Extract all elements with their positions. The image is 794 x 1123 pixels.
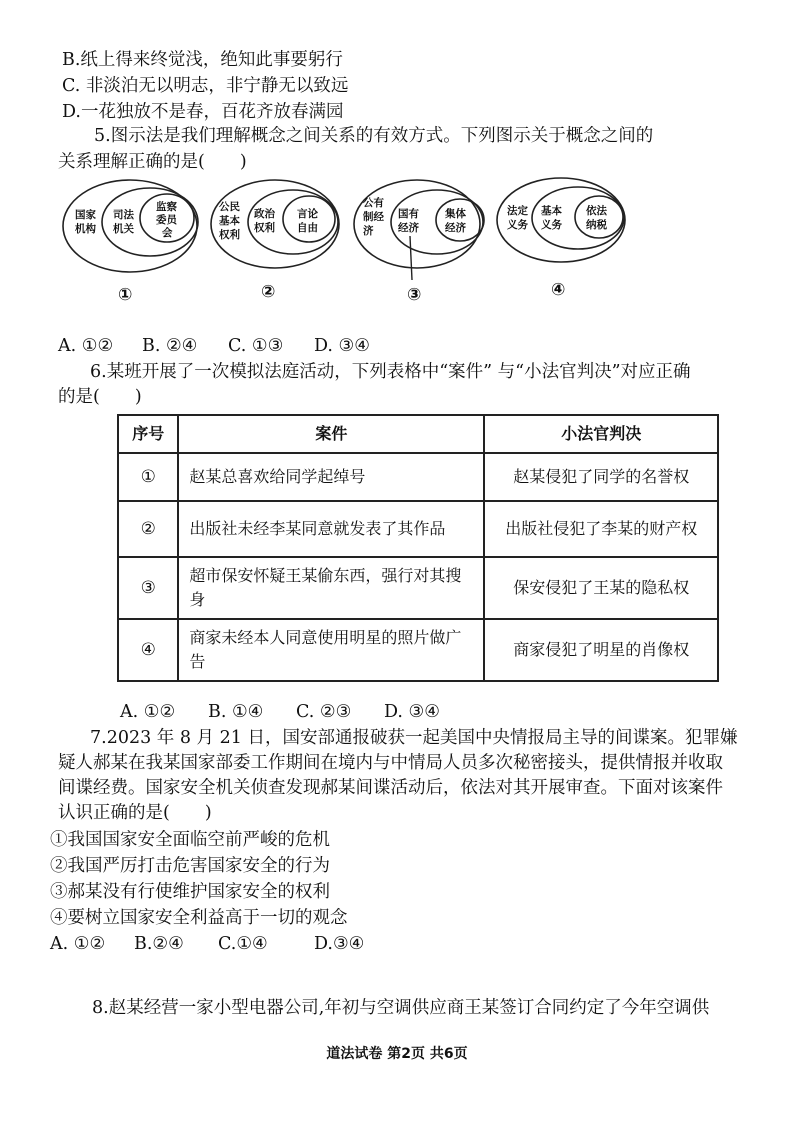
d4-inner-label: 依法纳税	[586, 205, 607, 231]
d4-middle-label: 基本义务	[541, 205, 562, 231]
d3-inner-label: 集体经济	[445, 208, 466, 234]
q7-stem-line4: 认识正确的是( )	[58, 803, 212, 823]
q7-statement-2: ②我国严厉打击危害国家安全的行为	[50, 856, 330, 876]
q4-option-d: D.一花独放不是春，百花齐放春满园	[62, 102, 344, 122]
row-case: 出版社未经李某同意就发表了其作品	[178, 501, 484, 557]
q6-stem-line1: 6.某班开展了一次模拟法庭活动，下列表格中“案件” 与“小法官判决”对应正确	[90, 362, 691, 382]
q6-stem-line2: 的是( )	[58, 387, 142, 407]
q7-stem-line2: 疑人郝某在我某国家部委工作期间在境内与中情局人员多次秘密接头，提供情报并收取	[58, 753, 723, 773]
case-table	[117, 414, 719, 682]
d2-inner-label: 言论自由	[297, 208, 318, 234]
q7-option-a: A. ①②	[50, 934, 106, 954]
q7-option-b: B.②④	[134, 934, 184, 954]
row-case: 商家未经本人同意使用明星的照片做广告	[178, 619, 484, 681]
row-number: ③	[118, 557, 178, 619]
header-number: 序号	[118, 415, 178, 453]
table-row	[118, 557, 718, 619]
q5-stem-line2: 关系理解正确的是( )	[58, 152, 247, 172]
q6-option-a: A. ①②	[120, 702, 176, 722]
q7-option-d: D.③④	[314, 934, 365, 954]
row-verdict: 出版社侵犯了李某的财产权	[484, 501, 718, 557]
row-number: ①	[118, 453, 178, 501]
header-case: 案件	[178, 415, 484, 453]
d2-number: ②	[261, 282, 276, 302]
table-row	[118, 453, 718, 501]
header-verdict: 小法官判决	[484, 415, 718, 453]
d4-outer-label: 法定义务	[507, 205, 528, 231]
q6-options	[120, 700, 440, 724]
page-footer: 道法试卷 第2页 共6页	[326, 1046, 468, 1062]
q5-stem-line1: 5.图示法是我们理解概念之间关系的有效方式。下列图示关于概念之间的	[94, 126, 654, 146]
row-case: 超市保安怀疑王某偷东西，强行对其搜身	[178, 557, 484, 619]
row-number: ④	[118, 619, 178, 681]
diagram-3	[354, 180, 484, 305]
q6-option-d: D. ③④	[384, 702, 440, 722]
d3-middle-label: 国有经济	[398, 208, 419, 234]
q7-options	[50, 932, 364, 956]
d3-outer-label: 公有制经济	[363, 197, 384, 237]
d2-middle-label: 政治权利	[254, 208, 275, 234]
row-verdict: 商家侵犯了明星的肖像权	[484, 619, 718, 681]
q5-concept-diagrams	[55, 172, 735, 312]
d1-number: ①	[118, 285, 133, 305]
table-row	[118, 619, 718, 681]
q7-option-c: C.①④	[218, 934, 268, 954]
diagram-1	[63, 180, 198, 305]
table-header	[118, 415, 718, 453]
q6-option-c: C. ②③	[296, 702, 352, 722]
row-number: ②	[118, 501, 178, 557]
q6-option-b: B. ①④	[208, 702, 264, 722]
row-verdict: 赵某侵犯了同学的名誉权	[484, 453, 718, 501]
q7-stem-line3: 间谍经费。国家安全机关侦查发现郝某间谍活动后，依法对其开展审查。下面对该案件	[58, 778, 723, 798]
q7-stem-line1: 7.2023 年 8 月 21 日，国安部通报破获一起美国中央情报局主导的间谍案。犯罪嫌	[90, 728, 738, 748]
q5-option-a: A. ①②	[58, 336, 114, 356]
q5-option-c: C. ①③	[228, 336, 284, 356]
q7-statement-3: ③郝某没有行使维护国家安全的权利	[50, 882, 330, 902]
d1-inner-label: 监察委员会	[156, 201, 177, 239]
row-verdict: 保安侵犯了王某的隐私权	[484, 557, 718, 619]
q5-options	[58, 334, 370, 358]
row-case: 赵某总喜欢给同学起绰号	[178, 453, 484, 501]
q8-stem-line1: 8.赵某经营一家小型电器公司,年初与空调供应商王某签订合同约定了今年空调供	[92, 998, 710, 1018]
diagram-2	[211, 180, 339, 302]
d1-outer-label: 国家机构	[75, 209, 96, 235]
d2-outer-label: 公民基本权利	[219, 201, 240, 241]
q5-option-b: B. ②④	[142, 336, 198, 356]
q4-option-b: B.纸上得来终觉浅，绝知此事要躬行	[62, 50, 343, 70]
table-row	[118, 501, 718, 557]
diagram-4	[497, 178, 625, 300]
d4-number: ④	[551, 280, 566, 300]
q7-statement-1: ①我国国家安全面临空前严峻的危机	[50, 830, 330, 850]
d1-middle-label: 司法机关	[113, 209, 134, 235]
d3-number: ③	[407, 285, 422, 305]
q4-option-c: C. 非淡泊无以明志，非宁静无以致远	[62, 76, 349, 96]
q5-option-d: D. ③④	[314, 336, 370, 356]
q7-statement-4: ④要树立国家安全利益高于一切的观念	[50, 908, 348, 928]
